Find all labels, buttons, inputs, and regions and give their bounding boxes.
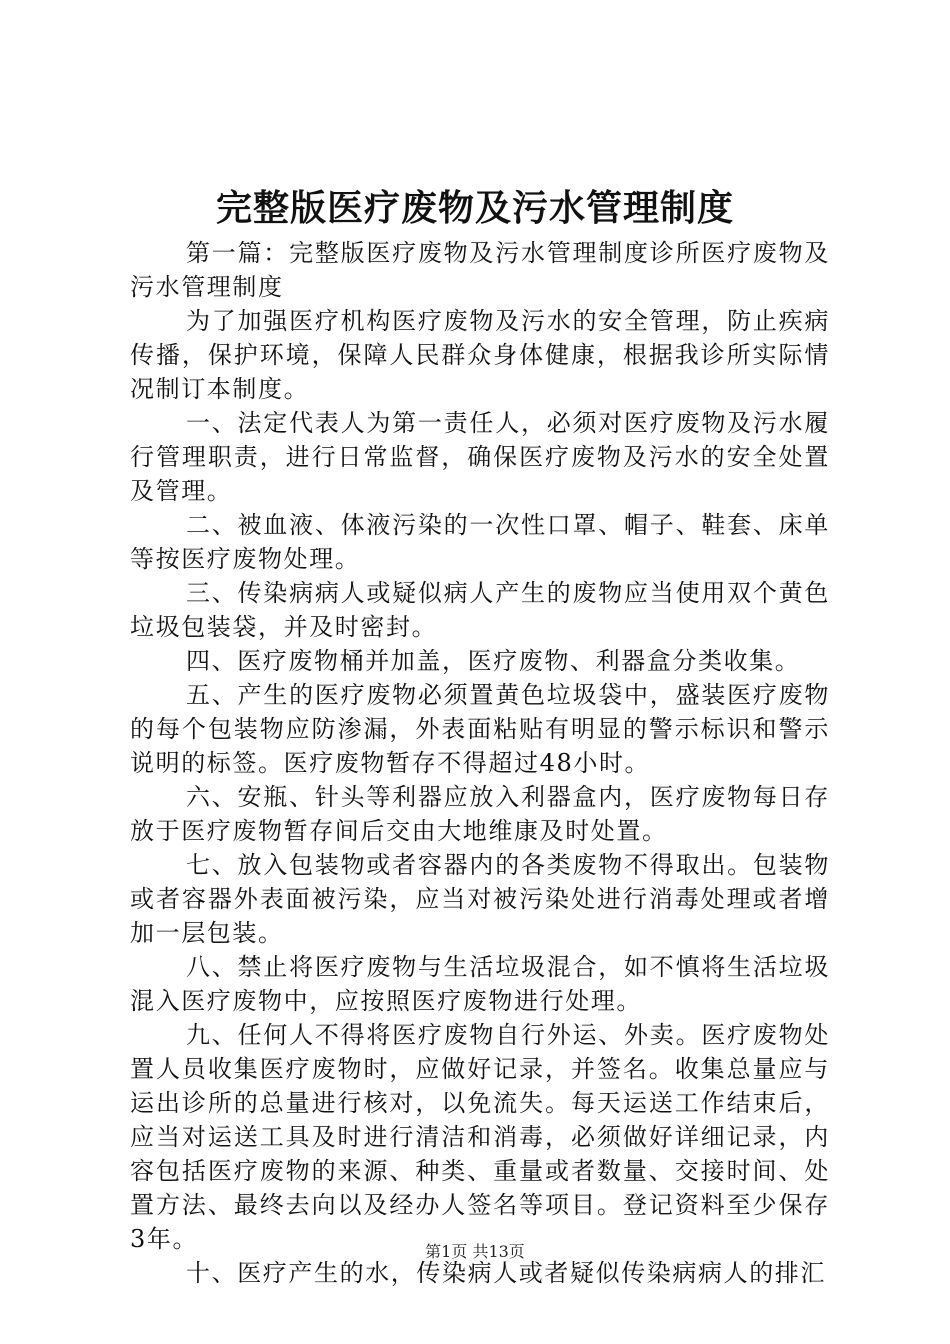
paragraph-clause-2: 二、被血液、体液污染的一次性口罩、帽子、鞋套、床单等按医疗废物处理。 [130, 511, 830, 573]
paragraph-clause-9: 九、任何人不得将医疗废物自行外运、外卖。医疗废物处置人员收集医疗废物时，应做好记录，并签名。收集总量应与运出诊所的总量进行核对，以免流失。每天运送工作结束后，应当对运送工具及时进行清洁和消毒，必须做好详细记录，内容包括医疗废物的来源、种类、重量或者数量、交接时间、处置方法、最终去向以及经办人签名等项目。登记资料至少保存3年。 [130, 1021, 830, 1253]
paragraph-heading: 第一篇：完整版医疗废物及污水管理制度诊所医疗废物及污水管理制度 [130, 239, 830, 301]
document-title: 完整版医疗废物及污水管理制度 [215, 187, 734, 229]
document-body [130, 236, 830, 1290]
paragraph-clause-1: 一、法定代表人为第一责任人，必须对医疗废物及污水履行管理职责，进行日常监督，确保医疗废物及污水的安全处置及管理。 [130, 409, 830, 505]
page-number-footer: 第1页 共13页 [425, 1242, 525, 1261]
paragraph-clause-7: 七、放入包装物或者容器内的各类废物不得取出。包装物或者容器外表面被污染，应当对被污染处进行消毒处理或者增加一层包装。 [130, 851, 830, 947]
paragraph-clause-10: 十、医疗产生的水，传染病人或者疑似传染病病人的排汇 [186, 1259, 826, 1287]
paragraph-clause-4: 四、医疗废物桶并加盖，医疗废物、利器盒分类收集。 [186, 647, 801, 675]
paragraph-clause-5: 五、产生的医疗废物必须置黄色垃圾袋中，盛装医疗废物的每个包装物应防渗漏，外表面粘贴有明显的警示标识和警示说明的标签。医疗废物暂存不得超过48小时。 [130, 681, 830, 777]
paragraph-clause-8: 八、禁止将医疗废物与生活垃圾混合，如不慎将生活垃圾混入医疗废物中，应按照医疗废物进行处理。 [130, 953, 830, 1015]
paragraph-preamble: 为了加强医疗机构医疗废物及污水的安全管理，防止疾病传播，保护环境，保障人民群众身体健康，根据我诊所实际情况制订本制度。 [130, 307, 830, 403]
paragraph-clause-3: 三、传染病病人或疑似病人产生的废物应当使用双个黄色垃圾包装袋，并及时密封。 [130, 579, 830, 641]
paragraph-clause-6: 六、安瓶、针头等利器应放入利器盒内，医疗废物每日存放于医疗废物暂存间后交由大地维康及时处置。 [130, 783, 830, 845]
